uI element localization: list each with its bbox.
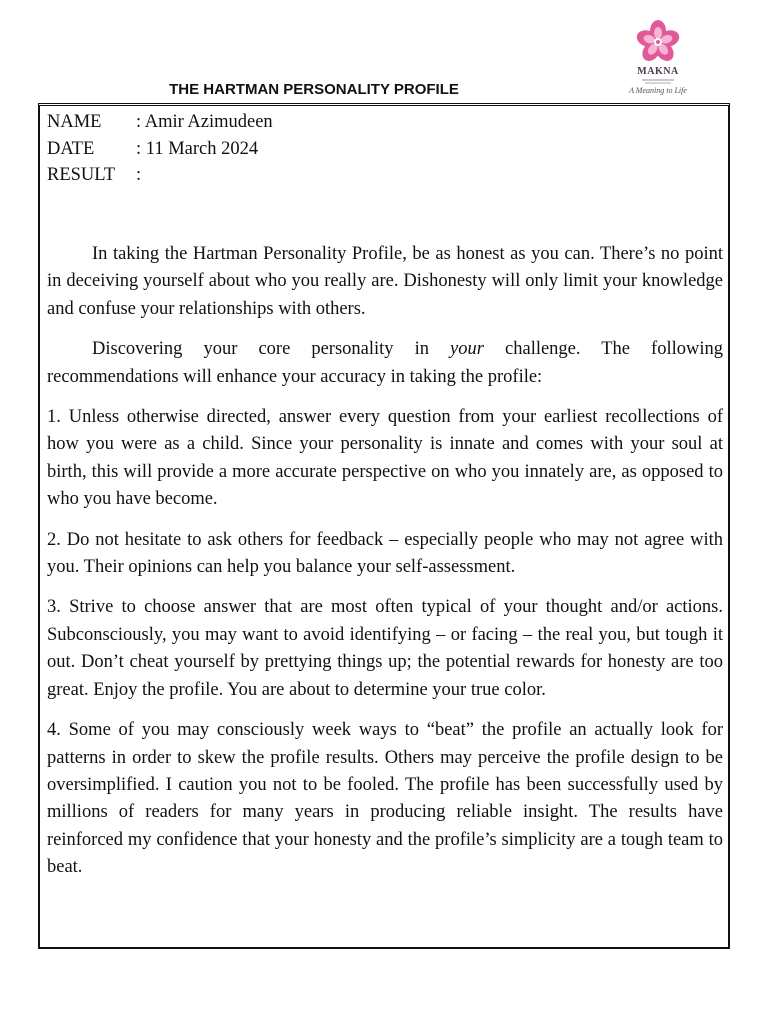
- recommendation-3: 3. Strive to choose answer that are most often typical of your thought and/or actions. Subconsciously, you may want to avoid identifying – or facing – the real you, but tough it out. Don’t cheat yourself by prettying things up; the potential rewards for honesty are too great. Enjoy the profile. You are about to determine your true color.: [47, 597, 723, 700]
- result-label: RESULT: [47, 165, 116, 185]
- recommendation-1: 1. Unless otherwise directed, answer every question from your earliest recollections of how you were as a child. Since your personality is innate and comes with your soul at birth, this will provide a more accurate perspective on who you innately are, as opposed to who you have become.: [47, 407, 723, 510]
- instructions: [47, 241, 723, 895]
- recommendation-2: 2. Do not hesitate to ask others for feedback – especially people who may not agree with you. Their opinions can help you balance your self-assessment.: [47, 529, 723, 578]
- page-title: THE HARTMAN PERSONALITY PROFILE: [169, 81, 459, 98]
- profile-frame: [38, 103, 730, 949]
- discover-paragraph: [47, 336, 723, 391]
- name-row: [47, 109, 273, 136]
- logo-brand-name: MAKNA: [637, 66, 679, 77]
- name-label: NAME: [47, 112, 102, 132]
- recommendation-4: 4. Some of you may consciously week ways to “beat” the profile an actually look for patterns in order to skew the profile results. Others may perceive the profile design to be oversimplified. I caution you not to be fooled. The profile has been successfully used by millions of readers for many years in producing reliable insight. The results have reinforced my confidence that your honesty and the profile’s simplicity are a tough team to beat.: [47, 720, 723, 878]
- intro-paragraph: In taking the Hartman Personality Profile, be as honest as you can. There’s no point in deceiving yourself about who you really are. Dishonesty will only limit your knowledge and confuse your relationships with others.: [47, 244, 723, 319]
- discover-text-end: challenge. The following recommendations will enhance your accuracy in taking the profile:: [47, 339, 724, 387]
- date-label: DATE: [47, 138, 95, 159]
- date-value: : 11 March 2024: [136, 138, 259, 159]
- date-row: [47, 136, 273, 163]
- discover-text-start: Discovering your core personality in: [92, 339, 451, 360]
- profile-info: [47, 109, 273, 189]
- result-row: [47, 162, 273, 189]
- name-value: : Amir Azimudeen: [136, 112, 273, 132]
- logo-tagline: A Meaning to Life: [629, 86, 687, 95]
- makna-logo: [616, 14, 700, 100]
- pink-flower-icon: [616, 14, 700, 66]
- discover-text-emphasis: your: [450, 339, 484, 360]
- result-value: :: [136, 165, 142, 185]
- logo-fine-print: [616, 78, 700, 85]
